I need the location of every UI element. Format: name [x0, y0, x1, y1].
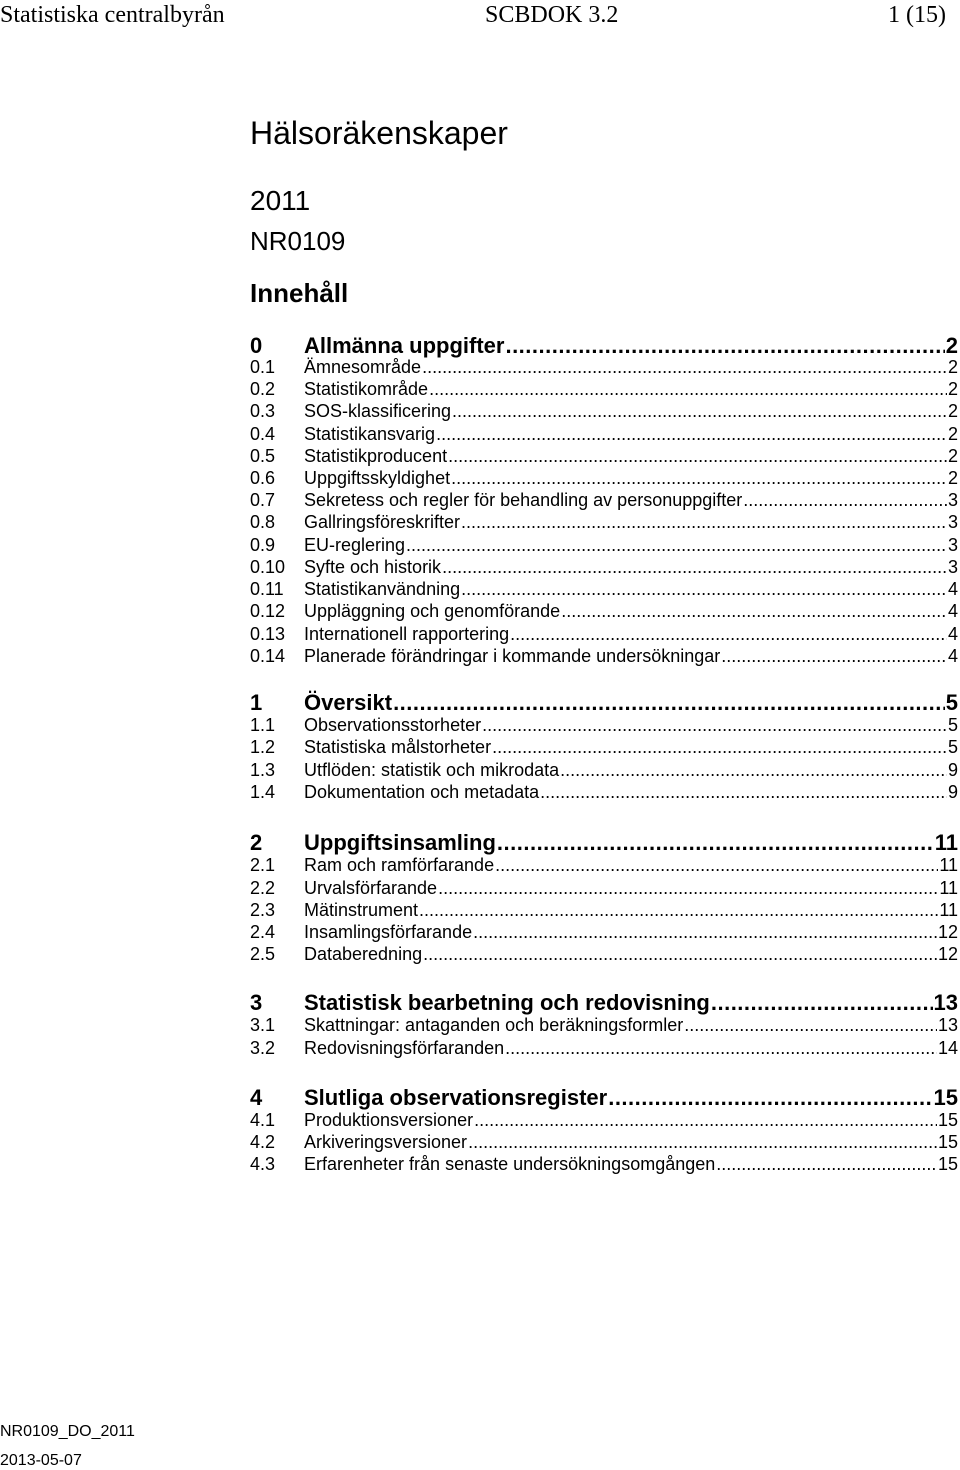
toc-entry-label: Urvalsförfarande: [304, 878, 438, 898]
toc-entry-number: 3.1: [250, 1015, 276, 1035]
toc-entry-number: 1.4: [250, 782, 276, 802]
toc-entry-label: Internationell rapportering: [304, 624, 510, 644]
toc-heading: Innehåll: [250, 278, 349, 308]
toc-entry-page: 4: [947, 579, 958, 599]
toc-section-entry[interactable]: [250, 782, 958, 803]
toc-section-entry[interactable]: [250, 760, 958, 781]
toc-entry-label: Uppgiftsskyldighet: [304, 468, 451, 488]
toc-entry-number: 0.9: [250, 535, 276, 555]
toc-entry-number: 2.2: [250, 878, 276, 898]
toc-entry-label: Statistikanvändning: [304, 579, 461, 599]
toc-entry-label: Sekretess och regler för behandling av personuppgifter: [304, 490, 743, 510]
toc-entry-label: Insamlingsförfarande: [304, 922, 473, 942]
toc-entry-number: 0.7: [250, 490, 276, 510]
toc-leader-dots: [505, 1038, 937, 1059]
toc-entry-page: 11: [939, 855, 958, 875]
toc-entry-label: Redovisningsförfaranden: [304, 1038, 505, 1058]
toc-entry-label: Mätinstrument: [304, 900, 419, 920]
toc-leader-dots: [468, 1132, 937, 1153]
toc-entry-label: Statistiska målstorheter: [304, 737, 492, 757]
toc-entry-page: 15: [937, 1154, 958, 1174]
toc-section-entry[interactable]: [250, 446, 958, 467]
toc-entry-page: 2: [947, 424, 958, 444]
toc-leader-dots: [461, 512, 947, 533]
toc-entry-label: Statistikområde: [304, 379, 429, 399]
toc-entry-number: 4.1: [250, 1110, 276, 1130]
toc-leader-dots: [721, 646, 947, 667]
toc-entry-number: 0.8: [250, 512, 276, 532]
toc-entry-label: Uppgiftsinsamling: [304, 830, 496, 855]
toc-leader-dots: [451, 468, 947, 489]
toc-leader-dots: [560, 760, 947, 781]
toc-entry-number: 1.2: [250, 737, 276, 757]
toc-entry-number: 0.14: [250, 646, 286, 666]
toc-entry-label: Skattningar: antaganden och beräkningsformler: [304, 1015, 684, 1035]
toc-leader-dots: [474, 1110, 937, 1131]
toc-entry-number: 4: [250, 1085, 263, 1110]
toc-chapter-entry[interactable]: [250, 990, 958, 1016]
toc-leader-dots: [438, 878, 938, 899]
toc-chapter-entry[interactable]: [250, 333, 958, 359]
toc-entry-page: 2: [947, 401, 958, 421]
toc-section-entry[interactable]: [250, 878, 958, 899]
toc-section-entry[interactable]: [250, 357, 958, 378]
toc-entry-page: 15: [933, 1085, 958, 1110]
toc-entry-label: Syfte och historik: [304, 557, 442, 577]
toc-entry-label: Arkiveringsversioner: [304, 1132, 468, 1152]
toc-chapter-entry[interactable]: [250, 690, 958, 716]
toc-entry-label: EU-reglering: [304, 535, 406, 555]
toc-leader-dots: [423, 944, 937, 965]
toc-entry-page: 2: [947, 357, 958, 377]
toc-entry-page: 2: [947, 379, 958, 399]
toc-leader-dots: [505, 333, 944, 359]
toc-leader-dots: [448, 446, 947, 467]
toc-entry-number: 0.5: [250, 446, 276, 466]
toc-entry-page: 11: [934, 830, 958, 855]
toc-chapter-entry[interactable]: [250, 1085, 958, 1111]
toc-chapter-entry[interactable]: [250, 830, 958, 856]
toc-entry-page: 4: [947, 646, 958, 666]
toc-leader-dots: [497, 830, 934, 856]
organization-name: Statistiska centralbyrån: [0, 2, 225, 28]
toc-leader-dots: [436, 424, 947, 445]
toc-entry-number: 2.1: [250, 855, 276, 875]
toc-entry-page: 15: [937, 1110, 958, 1130]
toc-section-entry[interactable]: [250, 855, 958, 876]
toc-leader-dots: [393, 690, 945, 716]
footer-doc-code: NR0109_DO_2011: [0, 1423, 135, 1440]
toc-leader-dots: [684, 1015, 937, 1036]
toc-entry-label: Uppläggning och genomförande: [304, 601, 561, 621]
toc-section-entry[interactable]: [250, 512, 958, 533]
toc-leader-dots: [495, 855, 938, 876]
toc-leader-dots: [743, 490, 947, 511]
toc-entry-label: Produktionsversioner: [304, 1110, 474, 1130]
toc-entry-page: 14: [937, 1038, 958, 1058]
toc-section-entry[interactable]: [250, 401, 958, 422]
table-of-contents: [250, 0, 960, 1470]
toc-entry-page: 11: [939, 900, 958, 920]
toc-entry-page: 12: [937, 944, 958, 964]
toc-entry-label: Observationsstorheter: [304, 715, 482, 735]
toc-entry-page: 4: [947, 601, 958, 621]
toc-entry-number: 2: [250, 830, 263, 855]
toc-entry-label: Dokumentation och metadata: [304, 782, 540, 802]
toc-entry-label: Allmänna uppgifter: [304, 333, 505, 358]
document-year: 2011: [250, 185, 311, 216]
toc-entry-page: 3: [947, 535, 958, 555]
toc-section-entry[interactable]: [250, 1110, 958, 1131]
toc-entry-number: 0.12: [250, 601, 286, 621]
toc-section-entry[interactable]: [250, 424, 958, 445]
toc-leader-dots: [540, 782, 947, 803]
toc-entry-label: Planerade förändringar i kommande undersökningar: [304, 646, 721, 666]
toc-leader-dots: [422, 357, 947, 378]
toc-entry-label: Ämnesområde: [304, 357, 422, 377]
toc-section-entry[interactable]: [250, 1132, 958, 1153]
toc-entry-label: Ram och ramförfarande: [304, 855, 495, 875]
toc-entry-number: 3: [250, 990, 263, 1015]
toc-section-entry[interactable]: [250, 646, 958, 667]
toc-entry-number: 0: [250, 333, 263, 358]
toc-section-entry[interactable]: [250, 715, 958, 736]
toc-section-entry[interactable]: [250, 944, 958, 965]
toc-section-entry[interactable]: [250, 1038, 958, 1059]
toc-entry-number: 0.11: [250, 579, 284, 599]
toc-leader-dots: [406, 535, 947, 556]
toc-entry-number: 1.1: [250, 715, 276, 735]
toc-section-entry[interactable]: [250, 900, 958, 921]
toc-entry-number: 0.4: [250, 424, 276, 444]
toc-leader-dots: [608, 1085, 932, 1111]
toc-section-entry[interactable]: [250, 468, 958, 489]
toc-entry-label: Slutliga observationsregister: [304, 1085, 608, 1110]
toc-leader-dots: [429, 379, 947, 400]
toc-section-entry[interactable]: [250, 624, 958, 645]
toc-entry-number: 0.6: [250, 468, 276, 488]
toc-section-entry[interactable]: [250, 379, 958, 400]
toc-section-entry[interactable]: [250, 490, 958, 511]
toc-entry-page: 9: [947, 760, 958, 780]
toc-entry-number: 0.1: [250, 357, 276, 377]
toc-entry-page: 13: [933, 990, 958, 1015]
toc-entry-number: 2.4: [250, 922, 276, 942]
toc-entry-number: 0.10: [250, 557, 286, 577]
toc-leader-dots: [419, 900, 938, 921]
toc-entry-page: 12: [937, 922, 958, 942]
toc-entry-label: Statistisk bearbetning och redovisning: [304, 990, 710, 1015]
toc-entry-page: 3: [947, 512, 958, 532]
toc-section-entry[interactable]: [250, 737, 958, 758]
toc-entry-number: 0.2: [250, 379, 276, 399]
toc-leader-dots: [482, 715, 947, 736]
toc-section-entry[interactable]: [250, 922, 958, 943]
toc-entry-page: 3: [947, 490, 958, 510]
footer-date: 2013-05-07: [0, 1452, 82, 1469]
toc-section-entry[interactable]: [250, 1015, 958, 1036]
toc-entry-page: 5: [945, 690, 958, 715]
toc-entry-number: 0.13: [250, 624, 286, 644]
toc-entry-page: 4: [947, 624, 958, 644]
toc-entry-label: Utflöden: statistik och mikrodata: [304, 760, 560, 780]
toc-leader-dots: [711, 990, 933, 1016]
toc-entry-page: 13: [937, 1015, 958, 1035]
toc-entry-label: Översikt: [304, 690, 393, 715]
toc-entry-label: SOS-klassificering: [304, 401, 452, 421]
toc-entry-label: Erfarenheter från senaste undersökningsomgången: [304, 1154, 716, 1174]
toc-entry-page: 2: [945, 333, 958, 358]
toc-leader-dots: [473, 922, 937, 943]
toc-entry-number: 1: [250, 690, 263, 715]
document-type: SCBDOK 3.2: [485, 2, 619, 28]
toc-entry-page: 2: [947, 468, 958, 488]
toc-leader-dots: [716, 1154, 937, 1175]
toc-entry-number: 1.3: [250, 760, 276, 780]
toc-entry-page: 2: [947, 446, 958, 466]
toc-leader-dots: [510, 624, 947, 645]
toc-entry-number: 4.3: [250, 1154, 276, 1174]
toc-entry-page: 9: [947, 782, 958, 802]
toc-section-entry[interactable]: [250, 557, 958, 578]
toc-section-entry[interactable]: [250, 1154, 958, 1175]
toc-leader-dots: [492, 737, 947, 758]
toc-entry-number: 2.5: [250, 944, 276, 964]
page-indicator: 1 (15): [888, 2, 946, 28]
toc-entry-page: 3: [947, 557, 958, 577]
toc-section-entry[interactable]: [250, 535, 958, 556]
toc-entry-page: 5: [947, 737, 958, 757]
toc-leader-dots: [461, 579, 947, 600]
toc-entry-label: Statistikproducent: [304, 446, 448, 466]
toc-section-entry[interactable]: [250, 601, 958, 622]
document-title: Hälsoräkenskaper: [250, 115, 508, 151]
toc-entry-number: 2.3: [250, 900, 276, 920]
toc-entry-page: 15: [937, 1132, 958, 1152]
toc-leader-dots: [561, 601, 947, 622]
toc-entry-page: 5: [947, 715, 958, 735]
toc-section-entry[interactable]: [250, 579, 958, 600]
toc-entry-label: Statistikansvarig: [304, 424, 436, 444]
toc-entry-label: Databeredning: [304, 944, 423, 964]
toc-entry-number: 4.2: [250, 1132, 276, 1152]
toc-leader-dots: [442, 557, 947, 578]
toc-leader-dots: [452, 401, 947, 422]
toc-entry-label: Gallringsföreskrifter: [304, 512, 461, 532]
document-code: NR0109: [250, 226, 346, 256]
toc-entry-number: 3.2: [250, 1038, 276, 1058]
toc-entry-number: 0.3: [250, 401, 276, 421]
toc-entry-page: 11: [939, 878, 958, 898]
